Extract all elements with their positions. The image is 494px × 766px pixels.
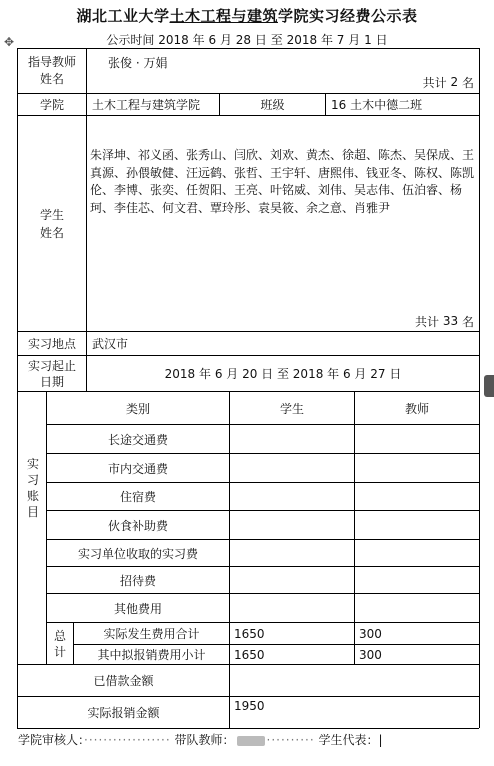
publish-to-year: 2018 (286, 33, 318, 47)
advisor-names[interactable]: 张俊 · 万娟 (108, 55, 168, 70)
title-prefix: 湖北工业大学 (76, 7, 170, 25)
year-char-2: 年 (320, 33, 333, 47)
actual-total-teacher[interactable]: 300 (359, 626, 382, 641)
teacher-signature-field[interactable] (237, 736, 265, 746)
teacher-label: 带队教师： (174, 733, 235, 747)
teacher-blank[interactable]: ·········· (266, 733, 315, 747)
month-char-2: 月 (348, 33, 361, 47)
accounts-label-char-1: 实 (26, 457, 39, 471)
document-title (0, 5, 494, 26)
table-row-category: 长途交通费 (107, 432, 168, 447)
advisor-count (330, 72, 474, 92)
publish-from-year: 2018 (158, 33, 189, 47)
year-char: 年 (192, 33, 205, 47)
advisor-count-label: 共计 (422, 75, 447, 90)
location-label: 实习地点 (27, 337, 76, 351)
day-char-2: 日 (375, 33, 388, 47)
side-scroll-tab[interactable] (484, 375, 494, 397)
period-label-line2: 日期 (39, 374, 64, 389)
table-row-teacher-amount[interactable] (359, 483, 477, 510)
reviewer-blank[interactable]: ·················· (84, 733, 171, 747)
students-label (18, 116, 86, 331)
table-row-category: 其他费用 (113, 601, 162, 616)
reviewer-label: 学院审核人： (18, 733, 85, 747)
table-row-category: 招待费 (119, 573, 156, 588)
claim-subtotal-teacher[interactable]: 300 (359, 647, 382, 662)
table-row-teacher-amount[interactable] (359, 540, 477, 566)
publish-from-day: 28 (235, 33, 252, 47)
total-label-char-1: 总 (53, 628, 66, 643)
table-move-handle-icon[interactable]: ✥ (4, 35, 15, 49)
day-char: 日 (254, 33, 267, 47)
table-row-teacher-amount[interactable] (359, 511, 477, 539)
table-row-student-amount[interactable] (234, 511, 352, 539)
borrowed-value[interactable] (234, 668, 474, 684)
claim-subtotal-student[interactable]: 1650 (234, 647, 265, 662)
col-category-header: 类别 (125, 401, 150, 416)
table-row-teacher-amount[interactable] (359, 594, 477, 622)
accounts-section-label (18, 456, 48, 520)
table-row-student-amount[interactable] (234, 594, 352, 622)
students-names[interactable]: 朱泽坤、祁义函、张秀山、闫欣、刘欢、黄杰、徐超、陈杰、吴保成、王真源、孙偎敏健、汪远鹤、张哲、王宇轩、唐熙伟、钱亚冬、陈权、陈凯伦、李博、张奕、任贺阳、王亮、叶铭威、刘伟、吴志伟、伍泊睿、杨珂、李佳芯、何文君、覃玲彤、袁昊筱、余之意、肖雅尹 (90, 148, 475, 215)
table-row-student-amount[interactable] (234, 567, 352, 593)
accounts-label-char-2: 习 (26, 473, 39, 487)
borrowed-label: 已借款金额 (93, 674, 154, 688)
to-char: 至 (270, 33, 283, 47)
signature-line (18, 731, 383, 748)
reimbursed-label: 实际报销金额 (87, 706, 160, 720)
publish-label: 公示时间 (106, 33, 155, 47)
advisor-count-value[interactable]: 2 (450, 75, 459, 89)
table-row-category: 实习单位收取的实习费 (77, 546, 198, 561)
table-row-category: 住宿费 (119, 490, 156, 504)
table-row-category: 伙食补助费 (107, 518, 168, 533)
reimbursed-value[interactable]: 1950 (234, 699, 265, 713)
text-cursor[interactable]: | (378, 733, 383, 747)
location-value[interactable]: 武汉市 (92, 337, 129, 351)
table-row-teacher-amount[interactable] (359, 454, 477, 482)
table-row-student-amount[interactable] (234, 483, 352, 510)
advisor-label (18, 49, 86, 93)
table-row-student-amount[interactable] (234, 540, 352, 566)
col-teacher-header: 教师 (404, 401, 429, 416)
month-char: 月 (219, 33, 232, 47)
publish-to-month: 7 (336, 33, 345, 47)
title-department: 土木工程与建筑 (169, 7, 278, 25)
school-value[interactable]: 土木工程与建筑学院 (92, 98, 201, 112)
advisor-label-text: 指导教师姓名 (27, 55, 76, 86)
title-suffix: 学院实习经费公示表 (278, 7, 418, 25)
students-count-unit: 名 (461, 314, 474, 329)
accounts-label-char-3: 账 (26, 489, 39, 503)
table-row-category: 市内交通费 (107, 461, 168, 476)
actual-total-student[interactable]: 1650 (234, 626, 265, 641)
table-row-teacher-amount[interactable] (359, 567, 477, 593)
students-count-value[interactable]: 33 (442, 314, 459, 328)
actual-total-label: 实际发生费用合计 (103, 627, 200, 641)
period-label (18, 356, 86, 391)
publish-from-month: 6 (208, 33, 217, 47)
school-label: 学院 (39, 98, 64, 112)
col-student-header: 学生 (279, 401, 304, 416)
student-rep-label: 学生代表： (318, 733, 379, 747)
period-value[interactable]: 2018 年 6 月 20 日 至 2018 年 6 月 27 日 (164, 367, 402, 381)
students-count-label: 共计 (415, 314, 440, 329)
advisor-count-unit: 名 (461, 75, 474, 90)
total-label (47, 623, 73, 664)
table-row-student-amount[interactable] (234, 425, 352, 453)
class-label: 班级 (260, 98, 285, 112)
class-value[interactable]: 16 土木中德二班 (331, 98, 423, 112)
total-label-char-2: 计 (53, 644, 66, 659)
table-row-teacher-amount[interactable] (359, 425, 477, 453)
students-label-text: 学生姓名 (39, 207, 64, 240)
table-row-student-amount[interactable] (234, 454, 352, 482)
period-label-line1: 实习起止 (27, 358, 76, 373)
claim-subtotal-label: 其中拟报销费用小计 (97, 648, 206, 662)
publish-to-day: 1 (364, 33, 372, 47)
students-count (330, 311, 474, 331)
publish-time (0, 31, 494, 48)
accounts-label-char-4: 目 (26, 505, 39, 519)
